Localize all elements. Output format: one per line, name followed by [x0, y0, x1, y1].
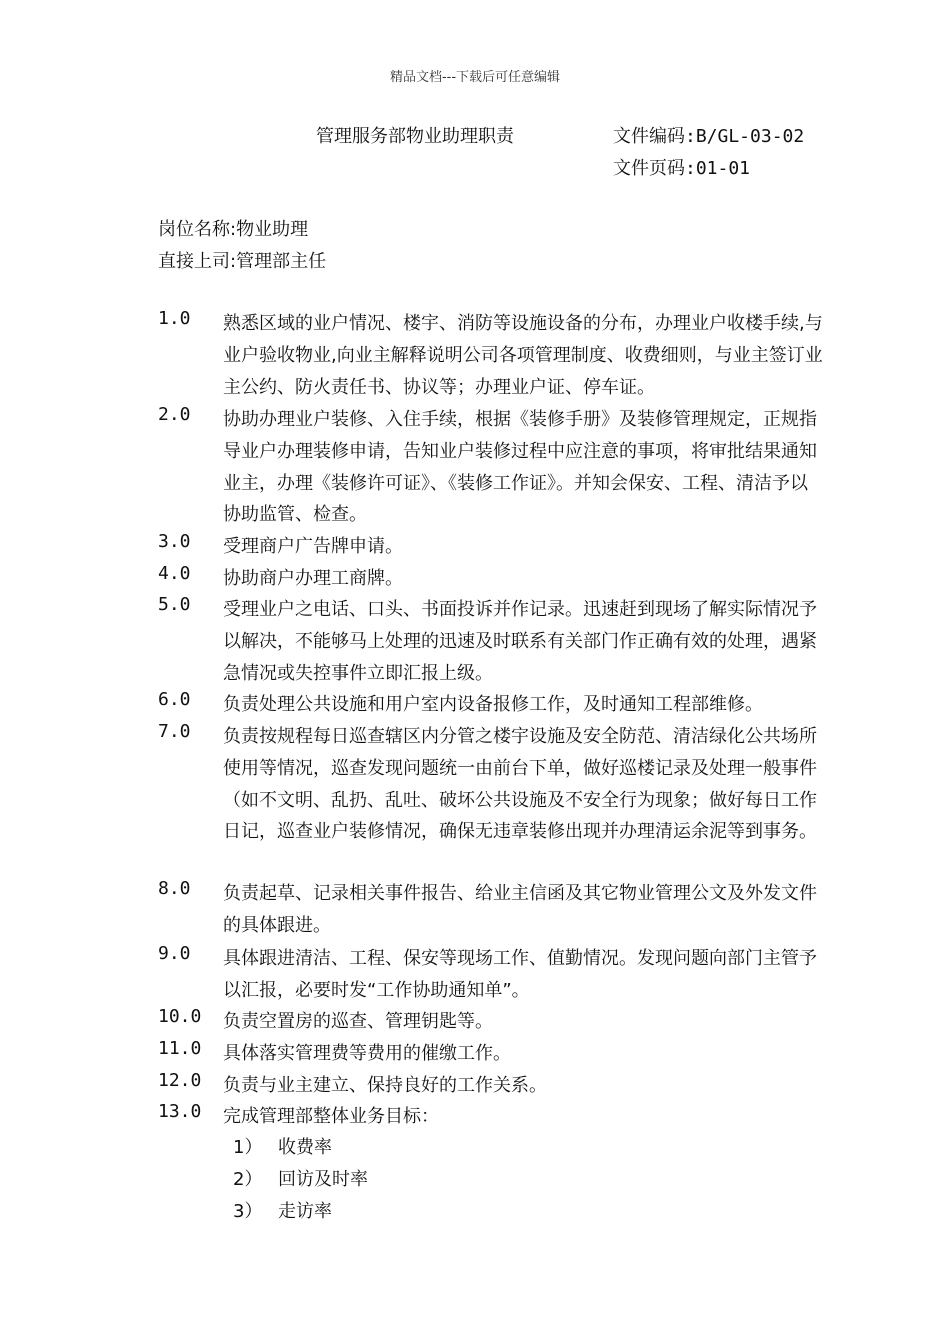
document-page-code: 文件页码:01-01 — [613, 158, 751, 179]
duty-item — [158, 721, 838, 848]
target-number: 1） — [233, 1137, 263, 1158]
duty-text: 具体跟进清洁、工程、保安等现场工作、值勤情况。发现问题向部门主管予以汇报，必要时发“工作协助通知单”。 — [223, 948, 817, 1001]
duty-text: 受理商户广告牌申请。 — [223, 536, 403, 557]
duty-item — [158, 594, 838, 689]
duty-item — [158, 404, 838, 531]
target-item — [233, 1165, 368, 1191]
target-text: 收费率 — [278, 1137, 332, 1158]
target-item — [233, 1133, 332, 1159]
duty-text: 负责与业主建立、保持良好的工作关系。 — [223, 1075, 547, 1096]
duty-item — [158, 1006, 838, 1038]
duty-text: 完成管理部整体业务目标： — [223, 1106, 439, 1127]
duty-number: 3.0 — [158, 531, 191, 552]
target-text: 走访率 — [278, 1201, 332, 1222]
duty-item — [158, 563, 838, 595]
post-name: 岗位名称:物业助理 — [158, 219, 309, 240]
duty-text: 熟悉区域的业户情况、楼宇、消防等设施设备的分布，办理业户收楼手续,与业户验收物业,向业主解释说明公司各项管理制度、收费细则，与业主签订业主公约、防火责任书、协议等；办理业户证、停车证。 — [223, 313, 823, 398]
duty-item — [158, 689, 838, 721]
duty-number: 7.0 — [158, 721, 191, 742]
duty-text: 负责空置房的巡查、管理钥匙等。 — [223, 1011, 493, 1032]
duty-number: 6.0 — [158, 689, 191, 710]
duty-item — [158, 878, 838, 942]
duty-text: 协助商户办理工商牌。 — [223, 568, 403, 589]
duty-item — [158, 1070, 838, 1102]
duty-text: 协助办理业户装修、入住手续，根据《装修手册》及装修管理规定，正规指导业户办理装修申请，告知业户装修过程中应注意的事项，将审批结果通知业主，办理《装修许可证》、《装修工作证》。并知会保安、工程、清洁予以协助监管、检查。 — [223, 409, 817, 526]
target-number: 3） — [233, 1201, 263, 1222]
duty-text: 具体落实管理费等费用的催缴工作。 — [223, 1043, 511, 1064]
duty-number: 1.0 — [158, 308, 191, 329]
duty-item — [158, 531, 838, 563]
duty-number: 8.0 — [158, 878, 191, 899]
duty-number: 11.0 — [158, 1038, 202, 1059]
duty-number: 4.0 — [158, 563, 191, 584]
duty-number: 2.0 — [158, 404, 191, 425]
duty-number: 9.0 — [158, 943, 191, 964]
duty-text: 负责处理公共设施和用户室内设备报修工作，及时通知工程部维修。 — [223, 694, 763, 715]
duty-number: 13.0 — [158, 1101, 202, 1122]
target-number: 2） — [233, 1169, 263, 1190]
duty-number: 12.0 — [158, 1070, 202, 1091]
duty-item — [158, 308, 838, 403]
duty-number: 5.0 — [158, 594, 191, 615]
document-title: 管理服务部物业助理职责 — [316, 126, 514, 147]
duty-item — [158, 1101, 838, 1133]
duty-text: 负责按规程每日巡查辖区内分管之楼宇设施及安全防范、清洁绿化公共场所使用等情况，巡查发现问题统一由前台下单，做好巡楼记录及处理一般事件（如不文明、乱扔、乱吐、破坏公共设施及不安全行为现象；做好每日工作日记，巡查业户装修情况，确保无违章装修出现并办理清运余泥等到事务。 — [223, 726, 817, 843]
duty-text: 受理业户之电话、口头、书面投诉并作记录。迅速赶到现场了解实际情况予以解决，不能够马上处理的迅速及时联系有关部门作正确有效的处理，遇紧急情况或失控事件立即汇报上级。 — [223, 599, 817, 684]
document-code: 文件编码:B/GL-03-02 — [613, 126, 805, 147]
target-item — [233, 1197, 332, 1223]
duty-item — [158, 943, 838, 1007]
duty-item — [158, 1038, 838, 1070]
duty-number: 10.0 — [158, 1006, 202, 1027]
post-superior: 直接上司:管理部主任 — [158, 251, 327, 272]
duty-text: 负责起草、记录相关事件报告、给业主信函及其它物业管理公文及外发文件的具体跟进。 — [223, 883, 817, 936]
target-text: 回访及时率 — [278, 1169, 368, 1190]
watermark-text: 精品文档---下载后可任意编辑 — [389, 70, 561, 85]
